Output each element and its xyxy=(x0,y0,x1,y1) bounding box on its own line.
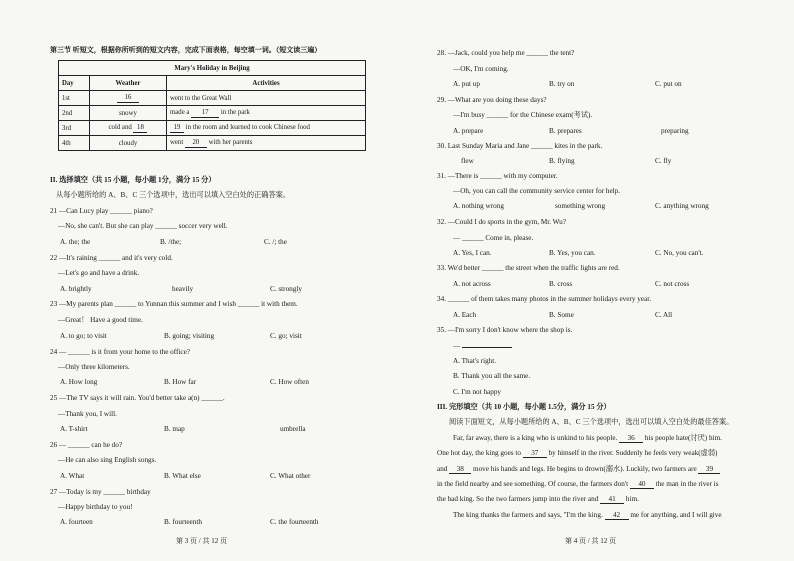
section3-instruction: 第三节 听短文，根据你所听到的短文内容，完成下面表格，每空填一词。（短文读三遍） xyxy=(50,46,322,54)
q34-option-c[interactable]: C. All xyxy=(655,311,673,319)
table-cell: cloudy xyxy=(90,136,167,151)
q31-option-a[interactable]: A. nothing wrong xyxy=(453,202,504,210)
blank-38[interactable]: 38 xyxy=(449,465,471,474)
q29-option-a[interactable]: A. prepare xyxy=(453,127,484,135)
q30-number: 30 xyxy=(437,142,445,150)
q21-line2: —No, she can't. But she can play ______ soccer very well. xyxy=(58,222,228,230)
q25-option-b[interactable]: B. map xyxy=(164,425,185,433)
text: in the park xyxy=(220,109,250,116)
q23-number: 23 xyxy=(50,300,58,308)
q28-number: 28 xyxy=(437,49,445,57)
q30-stem: 30. Last Sunday Maria and Jane ______ kites in the park. xyxy=(437,142,603,150)
q34-option-a[interactable]: A. Each xyxy=(453,311,477,319)
text: the bad king. So the two farmers jump into the river and xyxy=(437,495,601,503)
q24-option-b[interactable]: B. How far xyxy=(164,378,197,386)
q27-line1: —Today is my ______ birthday xyxy=(58,488,151,496)
q22-number: 22 xyxy=(50,254,58,262)
passage-line xyxy=(437,449,717,458)
q28-stem: 28. —Jack, could you help me ______ the tent? xyxy=(437,49,575,57)
part2-instruction: 从每小题所给的 A、B、C 三个选项中，选出可以填入空白处的正确答案。 xyxy=(56,191,291,199)
q23-line1: —My parents plan ______ to Yunnan this summer and I wish ______ it with them. xyxy=(58,300,298,308)
q33-number: 33 xyxy=(437,264,445,272)
q23-option-b[interactable]: B. going; visiting xyxy=(164,332,215,340)
q34-number: 34 xyxy=(437,295,445,303)
q33-stem: 33. We'd better ______ the street when the traffic lights are red. xyxy=(437,264,620,272)
text: the man in the river is xyxy=(653,480,719,488)
q33-option-a[interactable]: A. not across xyxy=(453,280,491,288)
blank-41[interactable]: 41 xyxy=(600,495,624,504)
q22-line1: —It's raining ______ and it's very cold. xyxy=(58,254,173,262)
q27-option-c[interactable]: C. the fourteenth xyxy=(270,518,319,526)
part3-title: III. 完形填空（共 10 小题，每小题 1.5分，满分 15 分） xyxy=(437,403,611,411)
q24-number: 24 xyxy=(50,348,58,356)
q34-stem: 34. ______ of them takes many photos in the summer holidays every year. xyxy=(437,295,651,303)
table-cell: 2nd xyxy=(59,106,90,121)
text: in the room and learned to cook Chinese food xyxy=(185,124,310,131)
q27-stem xyxy=(50,488,151,497)
text: cold and xyxy=(108,124,132,131)
q29-number: 29 xyxy=(437,96,445,104)
part3-instruction: 阅读下面短文，从每小题所给的 A、B、C 三个选项中，选出可以填入空白处的最佳答案。 xyxy=(449,418,734,426)
text: went xyxy=(170,139,184,146)
q22-line2: —Let's go and have a drink. xyxy=(58,269,140,277)
q31-line1: —There is ______ with my computer. xyxy=(447,172,558,180)
q24-line1: — ______ is it from your home to the office? xyxy=(58,348,190,356)
q25-line1: —The TV says it will rain. You'd better take a(n) ______. xyxy=(58,394,225,402)
q23-option-c[interactable]: C. go; visit xyxy=(270,332,302,340)
q28-line2: —OK, I'm coming. xyxy=(453,65,509,73)
q32-number: 32 xyxy=(437,218,445,226)
q23-stem xyxy=(50,300,298,309)
q23-line2: —Great！ Have a good time. xyxy=(58,316,143,324)
q26-stem xyxy=(50,441,122,450)
q21-option-b[interactable]: B. /the; xyxy=(160,238,182,246)
blank-16[interactable]: 16 xyxy=(117,94,139,103)
table-header: Day xyxy=(59,76,90,91)
q29-option-c[interactable]: preparing xyxy=(661,127,689,135)
text: him. xyxy=(624,495,639,503)
q31-stem: 31. —There is ______ with my computer. xyxy=(437,172,558,180)
q26-line2: —He can also sing English songs. xyxy=(58,456,157,464)
q26-option-c[interactable]: C. What other xyxy=(270,472,311,480)
q22-option-a[interactable]: A. brightly xyxy=(60,285,92,293)
q27-line2: —Happy birthday to you! xyxy=(58,503,133,511)
page-footer: 第 4 页 / 共 12 页 xyxy=(565,537,616,545)
q21-line1: —Can Lucy play ______ piano? xyxy=(58,207,153,215)
text: and xyxy=(437,465,450,473)
table-cell: snowy xyxy=(90,106,167,121)
q32-option-b[interactable]: B. Yes, you can. xyxy=(549,249,596,257)
text: One hot day, the king goes to xyxy=(437,449,523,457)
q32-option-a[interactable]: A. Yes, I can. xyxy=(453,249,492,257)
q24-line2: —Only three kilometers. xyxy=(58,363,130,371)
q35-option-a[interactable]: A. That's right. xyxy=(453,357,497,365)
table-cell xyxy=(167,136,366,151)
q22-stem xyxy=(50,254,173,263)
table-header: Activities xyxy=(167,76,366,91)
text: with her parents xyxy=(208,139,253,146)
q27-option-b[interactable]: B. fourteenth xyxy=(164,518,202,526)
passage-line xyxy=(437,480,719,489)
text: Far, far away, there is a king who is unkind to his people. xyxy=(453,434,620,442)
q26-option-b[interactable]: B. What else xyxy=(164,472,201,480)
q26-number: 26 xyxy=(50,441,58,449)
q24-stem xyxy=(50,348,190,357)
q21-option-c[interactable]: C. /; the xyxy=(264,238,287,246)
q33-option-b[interactable]: B. cross xyxy=(549,280,573,288)
q22-option-c[interactable]: C. strongly xyxy=(270,285,302,293)
blank-37[interactable]: 37 xyxy=(523,449,547,458)
q35-stem: 35. —I'm sorry I don't know where the shop is. xyxy=(437,326,573,334)
q27-number: 27 xyxy=(50,488,58,496)
q29-stem: 29. —What are you doing these days? xyxy=(437,96,547,104)
q31-option-b[interactable]: something wrong xyxy=(555,202,606,210)
q31-number: 31 xyxy=(437,172,445,180)
q35-number: 35 xyxy=(437,326,445,334)
table-cell: went to the Great Wall xyxy=(167,91,366,106)
blank-36[interactable]: 36 xyxy=(619,434,643,443)
blank-42[interactable]: 42 xyxy=(605,511,629,520)
table-row xyxy=(59,136,366,151)
q25-option-a[interactable]: A. T-shirt xyxy=(60,425,88,433)
q32-stem: 32. —Could I do sports in the gym, Mr. Wu? xyxy=(437,218,566,226)
blank-17[interactable]: 17 xyxy=(191,109,219,118)
passage-line xyxy=(453,434,722,443)
q28-option-b[interactable]: B. try on xyxy=(549,80,575,88)
q32-line2: — ______ Come in, please. xyxy=(453,234,534,242)
q28-line1: —Jack, could you help me ______ the tent? xyxy=(447,49,575,57)
text: me for anything, and I will give xyxy=(628,511,722,519)
q30-option-b[interactable]: B. flying xyxy=(549,157,575,165)
q25-stem xyxy=(50,394,225,403)
right-page xyxy=(397,0,794,561)
passage-line xyxy=(437,495,639,504)
q33-option-c[interactable]: C. not cross xyxy=(655,280,690,288)
text: in the field nearby and see something. Of course, the farmers don't xyxy=(437,480,630,488)
q23-option-a[interactable]: A. to go; to visit xyxy=(60,332,107,340)
q35-blank[interactable] xyxy=(462,347,512,348)
holiday-table xyxy=(58,60,366,151)
passage-line xyxy=(437,465,720,474)
blank-18[interactable]: 18 xyxy=(133,124,147,133)
blank-20[interactable]: 20 xyxy=(185,139,207,148)
table-row xyxy=(59,121,366,136)
q25-option-c[interactable]: umbrella xyxy=(280,425,306,433)
table-cell xyxy=(167,121,366,136)
q30-option-c[interactable]: C. fly xyxy=(655,157,672,165)
q25-number: 25 xyxy=(50,394,58,402)
q27-option-a[interactable]: A. fourteen xyxy=(60,518,93,526)
q25-line2: —Thank you, I will. xyxy=(58,410,117,418)
text: his people hate(讨厌) him. xyxy=(643,434,722,442)
page-footer: 第 3 页 / 共 12 页 xyxy=(176,537,227,545)
q35-option-c[interactable]: C. I'm not happy xyxy=(453,388,502,396)
blank-19[interactable]: 19 xyxy=(170,124,184,133)
q29-option-b[interactable]: B. prepares xyxy=(549,127,582,135)
table-title: Mary's Holiday in Beijing xyxy=(59,61,366,76)
q29-line2: —I'm busy ______ for the Chinese exam(考试). xyxy=(453,111,593,119)
q26-option-a[interactable]: A. What xyxy=(60,472,85,480)
text: The king thanks the farmers and says, "I'm the king. xyxy=(453,511,605,519)
q28-option-a[interactable]: A. put up xyxy=(453,80,480,88)
passage-line xyxy=(453,511,722,520)
q31-option-c[interactable]: C. anything wrong xyxy=(655,202,709,210)
q21-option-a[interactable]: A. the; the xyxy=(60,238,91,246)
q29-line1: —What are you doing these days? xyxy=(447,96,547,104)
table-row xyxy=(59,91,366,106)
table-cell xyxy=(90,121,167,136)
text: by himself in the river. Suddenly he feels very weak(虚弱) xyxy=(546,449,718,457)
table-row xyxy=(59,106,366,121)
q24-option-a[interactable]: A. How long xyxy=(60,378,98,386)
table-cell: 3rd xyxy=(59,121,90,136)
text: move his hands and legs. He begins to drown(溺水). Luckily, two farmers are xyxy=(471,465,699,473)
q34-line1: ______ of them takes many photos in the summer holidays every year. xyxy=(447,295,651,303)
q21-stem xyxy=(50,207,153,216)
table-cell: 4th xyxy=(59,136,90,151)
text: made a xyxy=(170,109,190,116)
q28-option-c[interactable]: C. put on xyxy=(655,80,682,88)
q22-option-b[interactable]: heavily xyxy=(172,285,194,293)
q30-line1: Last Sunday Maria and Jane ______ kites in the park. xyxy=(447,142,603,150)
table-cell xyxy=(167,106,366,121)
table-cell: 1st xyxy=(59,91,90,106)
q34-option-b[interactable]: B. Some xyxy=(549,311,574,319)
q32-option-c[interactable]: C. No, you can't. xyxy=(655,249,704,257)
q24-option-c[interactable]: C. How often xyxy=(270,378,309,386)
part2-title: II. 选择填空（共 15 小题，每小题 1分，满分 15 分） xyxy=(50,176,216,184)
q32-line1: —Could I do sports in the gym, Mr. Wu? xyxy=(447,218,566,226)
table-header: Weather xyxy=(90,76,167,91)
q31-line2: —Oh, you can call the community service center for help. xyxy=(453,187,621,195)
q33-line1: We'd better ______ the street when the traffic lights are red. xyxy=(447,264,620,272)
q30-option-a[interactable]: flew xyxy=(461,157,474,165)
q35-line1: —I'm sorry I don't know where the shop is. xyxy=(447,326,573,334)
q35-option-b[interactable]: B. Thank you all the same. xyxy=(453,372,531,380)
blank-40[interactable]: 40 xyxy=(630,480,654,489)
q26-line1: — ______ can he do? xyxy=(58,441,123,449)
q35-answer-line: — xyxy=(453,342,512,351)
blank-39[interactable]: 39 xyxy=(698,465,720,474)
q21-number: 21 xyxy=(50,207,58,215)
